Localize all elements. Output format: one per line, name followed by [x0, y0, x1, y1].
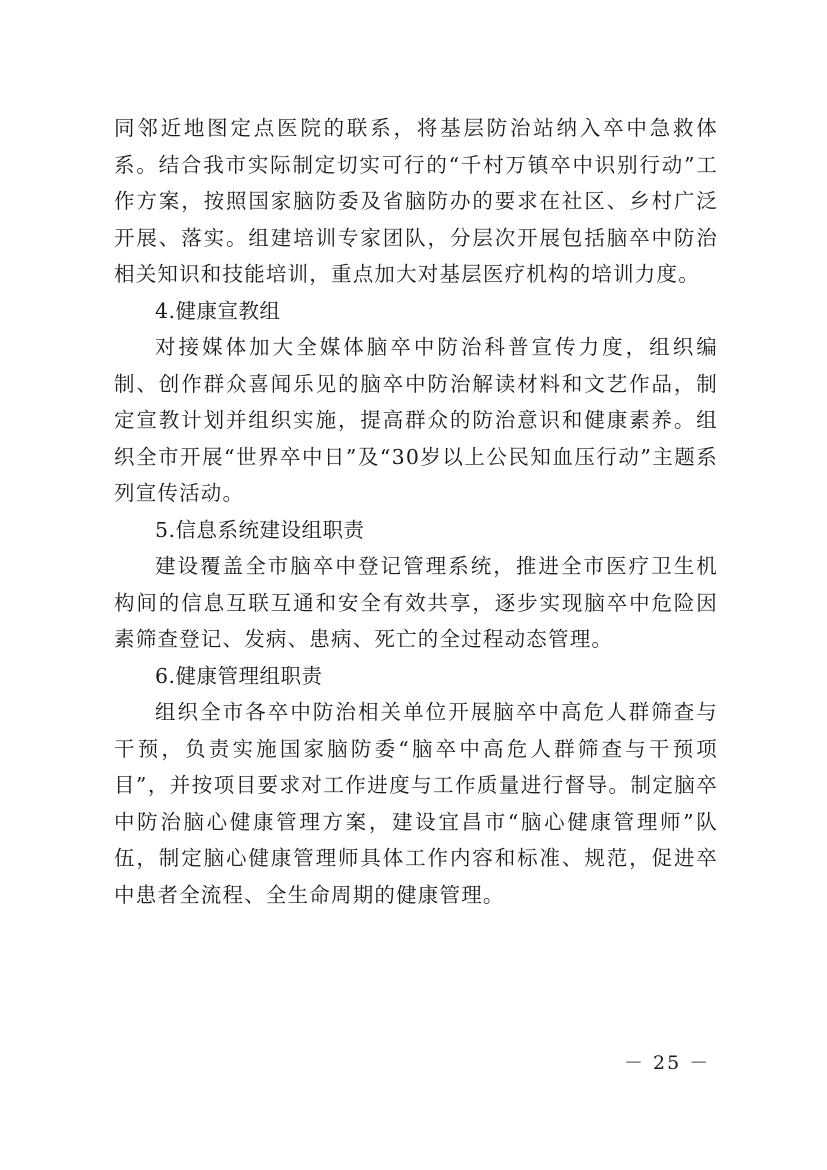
health-management-paragraph: 组织全市各卒中防治相关单位开展脑卒中高危人群筛查与干预，负责实施国家脑防委“脑卒中高危人群筛查与干预项目”，并按项目要求对工作进度与工作质量进行督导。制定脑卒中防治脑心健康管理方案，建设宜昌市“脑心健康管理师”队伍，制定脑心健康管理师具体工作内容和标准、规范，促进卒中患者全流程、全生命周期的健康管理。 [114, 700, 718, 907]
page-body [114, 110, 718, 913]
page-number: － 25 － [624, 1052, 711, 1074]
information-system-paragraph: 建设覆盖全市脑卒中登记管理系统，推进全市医疗卫生机构间的信息互联互通和安全有效共享，逐步实现脑卒中危险因素筛查登记、发病、患病、死亡的全过程动态管理。 [114, 554, 718, 651]
section-heading-health-education: 4.健康宣教组 [155, 298, 281, 323]
intro-paragraph: 同邻近地图定点医院的联系，将基层防治站纳入卒中急救体系。结合我市实际制定切实可行的“千村万镇卒中识别行动”工作方案，按照国家脑防委及省脑防办的要求在社区、乡村广泛开展、落实。组建培训专家团队，分层次开展包括脑卒中防治相关知识和技能培训，重点加大对基层医疗机构的培训力度。 [114, 116, 718, 286]
health-education-paragraph: 对接媒体加大全媒体脑卒中防治科普宣传力度，组织编制、创作群众喜闻乐见的脑卒中防治解读材料和文艺作品，制定宣教计划并组织实施，提高群众的防治意识和健康素养。组织全市开展“世界卒中日”及“30岁以上公民知血压行动”主题系列宣传活动。 [114, 335, 718, 505]
section-heading-information-system: 5.信息系统建设组职责 [155, 517, 365, 542]
section-heading-health-management: 6.健康管理组职责 [155, 663, 323, 688]
